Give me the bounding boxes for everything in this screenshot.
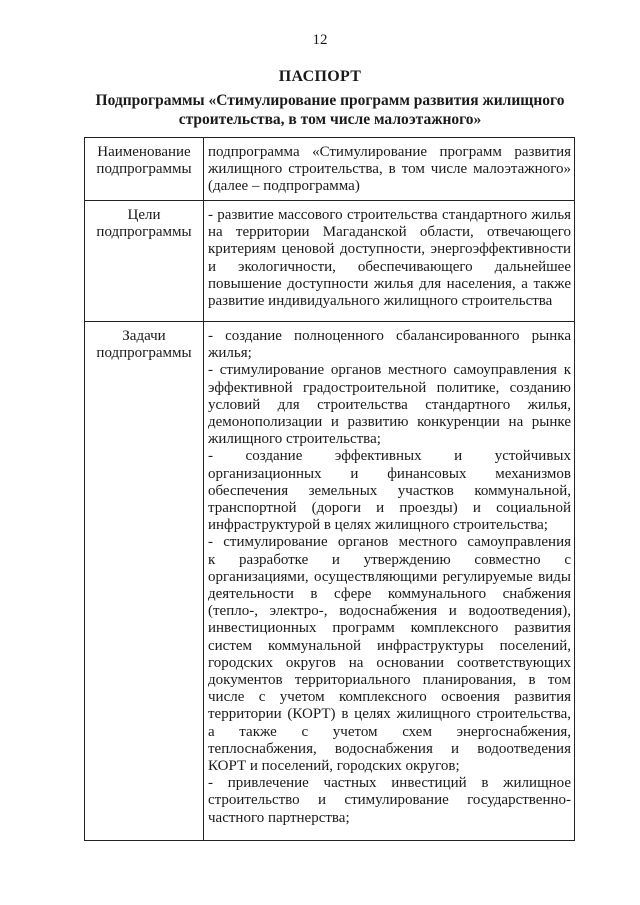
label-line: подпрограммы [96,224,192,241]
label-line: подпрограммы [96,161,192,178]
value-line: эффективной градостроительной политике, созданию [208,379,571,396]
value-line: - создание эффективных и устойчивых [208,448,571,465]
label-line: Цели [127,207,161,223]
row-value-goals [204,201,575,322]
value-line: теплоснабжения, водоснабжения и водоотведения [208,740,571,757]
value-line: на территории Магаданской области, отвечающего [208,224,571,241]
value-line: - стимулирование органов местного самоуправления к [208,362,571,379]
value-line: строительство и стимулирование государственно- [208,792,571,809]
value-line: и экологичности, обеспечивающего дальнейшее [208,258,571,275]
value-line: (далее – подпрограмма) [208,178,360,195]
value-line: повышение доступности жилья для населения, а также [208,275,571,292]
value-line: обеспечения земельных участков коммунальной, [208,482,571,499]
value-line: документов территориального планирования, в том [208,672,571,689]
value-line: - стимулирование органов местного самоуправления [208,534,571,551]
row-label-tasks [85,322,204,841]
value-line: подпрограмма «Стимулирование программ развития [208,144,571,160]
value-line: транспортной (дороги и проезды) и социальной [208,500,571,517]
value-line: развитие индивидуального жилищного строительства [208,293,553,310]
value-line: инфраструктурой в целях жилищного строительства; [208,517,548,534]
value-line: частного партнерства; [208,809,350,826]
value-line: жилья; [208,345,252,362]
value-line: КОРТ и поселений, городских округов; [208,758,460,775]
value-line: (тепло-, электро-, водоснабжения и водоотведения), [208,603,571,620]
document-subtitle [60,91,600,129]
table-row [85,201,575,322]
value-line: деятельности в сфере коммунального снабжения [208,586,571,603]
table-row [85,138,575,201]
value-line: демонополизации и развитию конкуренции на рынке [208,414,571,431]
value-line: к разработке и утверждению совместно с [208,551,571,568]
subtitle-line: Подпрограммы «Стимулирование программ развития жилищного [95,92,565,109]
value-line: - привлечение частных инвестиций в жилищное [208,775,571,792]
value-line: - развитие массового строительства стандартного жилья [208,207,571,223]
value-line: организационных и финансовых механизмов [208,465,571,482]
value-line: инвестиционных программ комплексного развития [208,620,571,637]
row-label-goals [85,201,204,322]
value-line: - создание полноценного сбалансированного рынка [208,328,571,344]
value-line: критериям ценовой доступности, энергоэффективности [208,241,571,258]
label-line: Наименование [97,144,191,160]
value-line: территории (КОРТ) в целях жилищного строительства, [208,706,571,723]
value-line: организациями, осуществляющими регулируемые виды [208,568,571,585]
value-line: жилищного строительства, в том числе малоэтажного» [208,161,571,178]
row-label-name [85,138,204,201]
document-title: ПАСПОРТ [278,68,362,85]
value-line: числе с учетом комплексного освоения развития [208,689,571,706]
value-line: условий для строительства стандартного жилья, [208,396,571,413]
table-row [85,322,575,841]
subtitle-line: строительства, в том числе малоэтажного» [178,111,482,128]
page-number: 12 [312,32,328,48]
passport-table [84,137,575,841]
row-value-name [204,138,575,201]
row-value-tasks [204,322,575,841]
value-line: городских округов на основании соответствующих [208,654,571,671]
value-line: а также с учетом схем энергоснабжения, [208,723,571,740]
value-line: жилищного строительства; [208,431,381,448]
label-line: Задачи [122,328,166,344]
label-line: подпрограммы [96,345,192,362]
value-line: систем коммунальной инфраструктуры поселений, [208,637,571,654]
